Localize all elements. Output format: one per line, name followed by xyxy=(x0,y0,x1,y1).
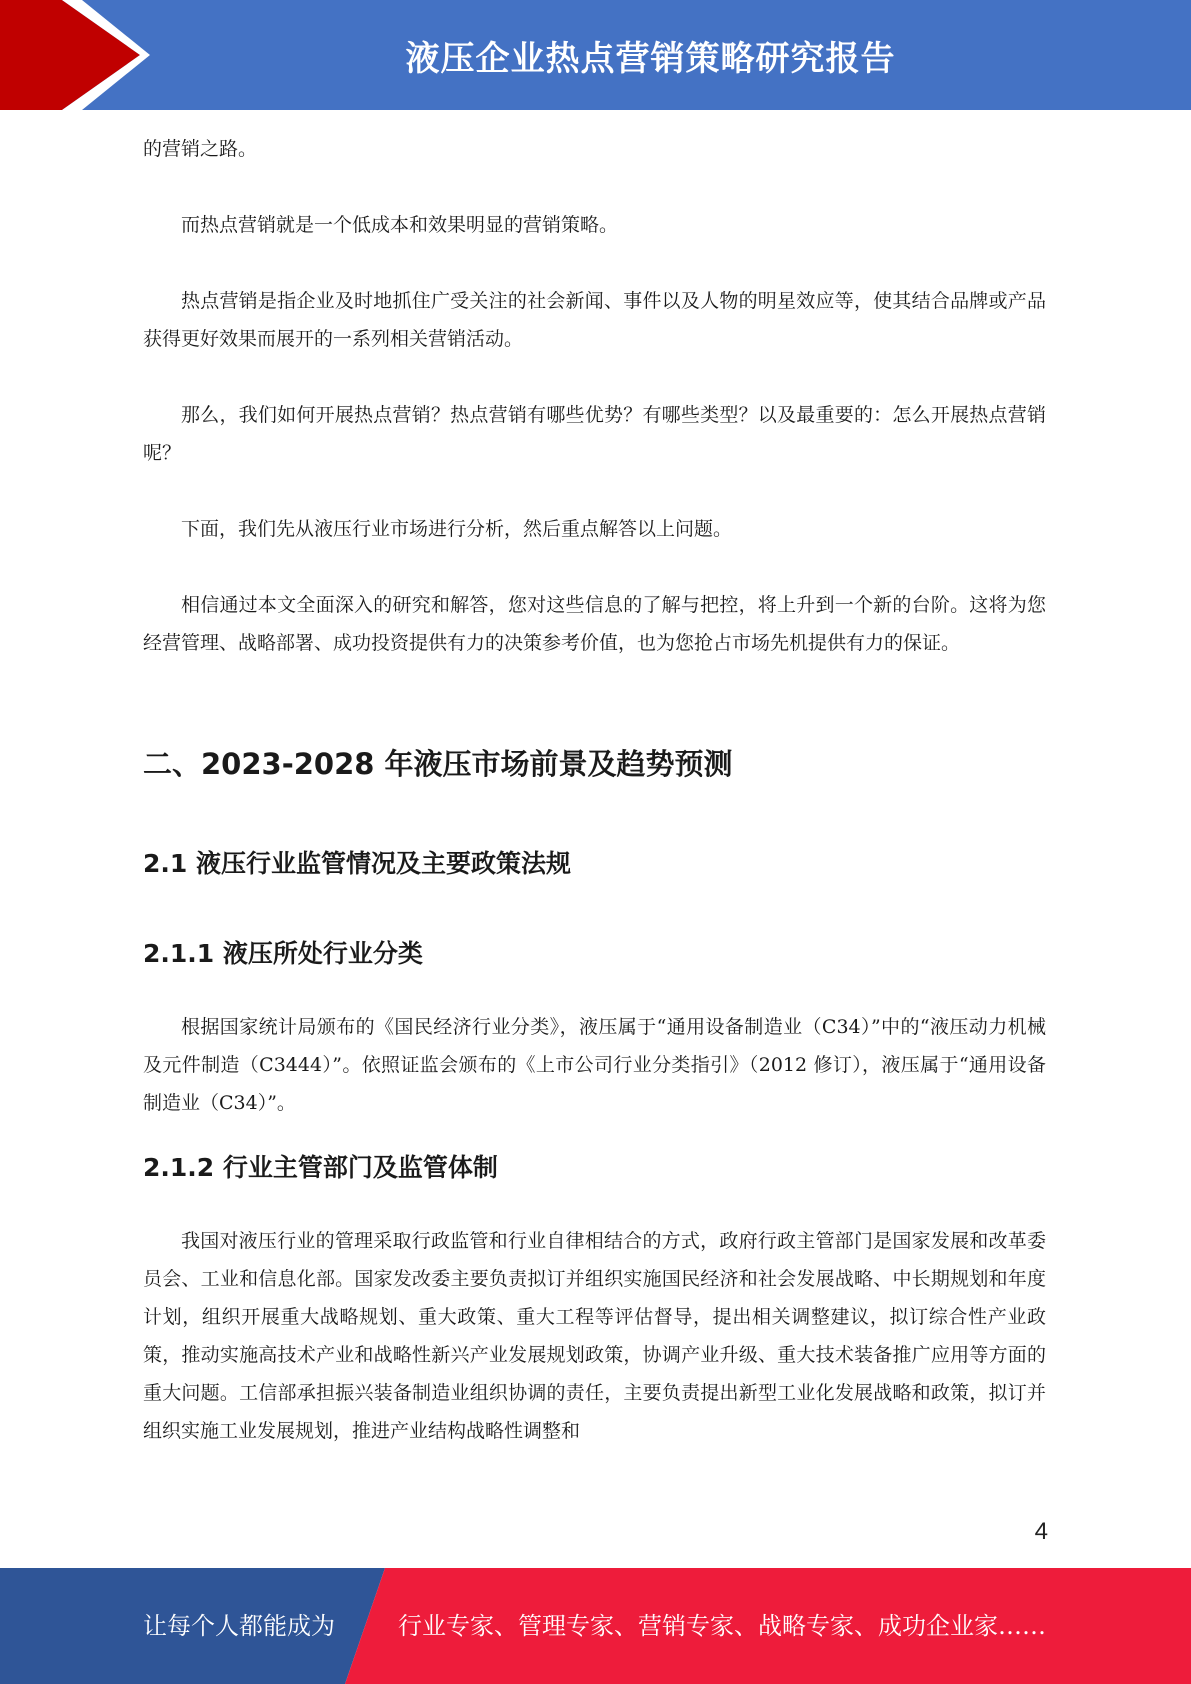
subsubsection-heading: 2.1.1 液压所处行业分类 xyxy=(143,939,423,968)
paragraph: 相信通过本文全面深入的研究和解答，您对这些信息的了解与把控，将上升到一个新的台阶。这将为您经营管理、战略部署、成功投资提供有力的决策参考价值，也为您抢占市场先机提供有力的保证。 xyxy=(143,594,1046,654)
paragraph: 的营销之路。 xyxy=(143,138,258,160)
document-body xyxy=(143,130,1046,1450)
page-footer xyxy=(0,1568,1191,1684)
section-heading: 二、2023-2028 年液压市场前景及趋势预测 xyxy=(143,747,733,781)
paragraph: 热点营销是指企业及时地抓住广受关注的社会新闻、事件以及人物的明星效应等，使其结合品牌或产品获得更好效果而展开的一系列相关营销活动。 xyxy=(143,290,1046,350)
page-header xyxy=(0,0,1191,110)
subsubsection-heading: 2.1.2 行业主管部门及监管体制 xyxy=(143,1153,498,1182)
paragraph: 我国对液压行业的管理采取行政监管和行业自律相结合的方式，政府行政主管部门是国家发展和改革委员会、工业和信息化部。国家发改委主要负责拟订并组织实施国民经济和社会发展战略、中长期规划和年度计划，组织开展重大战略规划、重大政策、重大工程等评估督导，提出相关调整建议，拟订综合性产业政策，推动实施高技术产业和战略性新兴产业发展规划政策，协调产业升级、重大技术装备推广应用等方面的重大问题。工信部承担振兴装备制造业组织协调的责任，主要负责提出新型工业化发展战略和政策，拟订并组织实施工业发展规划，推进产业结构战略性调整和 xyxy=(143,1230,1046,1442)
header-arrow-decoration xyxy=(0,0,160,110)
subsection-heading: 2.1 液压行业监管情况及主要政策法规 xyxy=(143,849,571,878)
paragraph: 下面，我们先从液压行业市场进行分析，然后重点解答以上问题。 xyxy=(181,518,733,540)
report-title: 液压企业热点营销策略研究报告 xyxy=(405,38,896,79)
footer-slogan-left: 让每个人都能成为 xyxy=(143,1612,335,1640)
paragraph: 而热点营销就是一个低成本和效果明显的营销策略。 xyxy=(181,214,619,236)
paragraph: 根据国家统计局颁布的《国民经济行业分类》，液压属于“通用设备制造业（C34）”中的“液压动力机械及元件制造（C3444）”。依照证监会颁布的《上市公司行业分类指引》（2012 修订），液压属于“通用设备制造业（C34）”。 xyxy=(143,1016,1046,1114)
page-number: 4 xyxy=(1034,1518,1048,1545)
footer-slogan-right: 行业专家、管理专家、营销专家、战略专家、成功企业家…… xyxy=(398,1612,1046,1640)
paragraph: 那么，我们如何开展热点营销？热点营销有哪些优势？有哪些类型？以及最重要的：怎么开展热点营销呢？ xyxy=(143,404,1046,464)
